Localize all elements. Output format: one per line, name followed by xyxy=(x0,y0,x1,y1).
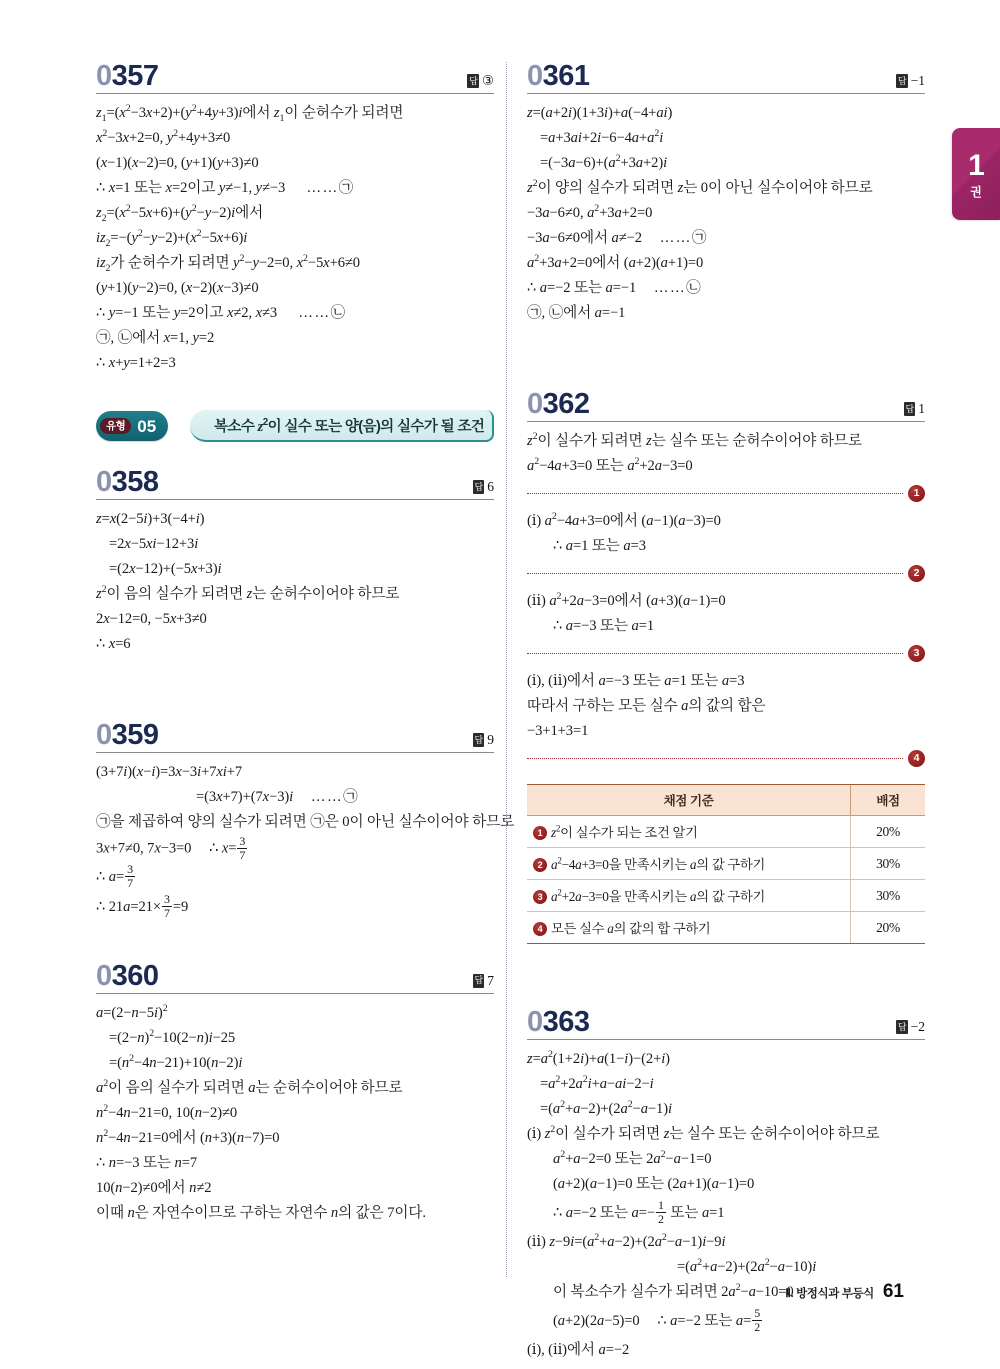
solution-line: ∴ n=−3 또는 n=7 xyxy=(96,1154,198,1171)
solution-line: $a=(2-n-5i)^2$ xyxy=(96,1002,168,1021)
rubric-criterion: 3 $a^2+2a-3=0$을 만족시키는 a의 값 구하기 xyxy=(527,880,851,912)
answer-value: −2 xyxy=(910,1019,925,1034)
volume-side-tab xyxy=(952,128,1000,220)
rubric-points: 30% xyxy=(851,848,926,880)
problem-0362 xyxy=(527,390,925,944)
solution-line: (y+1)(y−2)=0, (x−2)(x−3)≠0 xyxy=(96,280,259,296)
rubric-marker: 2 xyxy=(533,858,547,872)
left-column xyxy=(96,60,515,1232)
type-title-bar xyxy=(190,410,494,442)
rubric-row xyxy=(527,880,925,912)
header-rule xyxy=(96,93,494,94)
header-rule xyxy=(527,421,925,422)
rubric-points: 20% xyxy=(851,816,926,848)
page-footer xyxy=(785,1281,904,1303)
solution-line: $z^2$이 실수가 되려면 z는 실수 또는 순허수이어야 하므로 xyxy=(527,431,862,449)
solution-line: 3x+7≠0, 7x−3=0 ∴ x= $\frac{3}{7}$ xyxy=(96,834,246,862)
solution-line: $=(a^2+a-2)+(2a^2-a-1)i$ xyxy=(540,1099,672,1117)
solution-step-2 xyxy=(527,509,925,559)
solution-line: $=(2-n)^2-10(2-n)i-25$ xyxy=(109,1027,236,1046)
answer-badge xyxy=(467,73,494,91)
solution-line: (ⅰ), (ⅱ)에서 a=−2 xyxy=(527,1342,630,1358)
solution-line: ∴ a=−3 또는 a=1 xyxy=(553,618,655,634)
answer-value: 9 xyxy=(487,732,494,747)
problem-0360 xyxy=(96,959,494,1226)
solution-body xyxy=(96,507,494,657)
rubric-criterion: 1 $z^2$이 실수가 되는 조건 알기 xyxy=(527,816,851,848)
problem-number: 0363 xyxy=(527,1006,590,1038)
type-header xyxy=(96,410,494,442)
problem-number: 0361 xyxy=(527,60,590,92)
rubric-header-row xyxy=(527,785,925,816)
problem-header xyxy=(527,390,925,421)
problem-0361 xyxy=(527,62,925,326)
rubric-points: 20% xyxy=(851,912,926,944)
solution-line: $x^2-3x+2=0$, $y^2+4y+3\ne 0$ xyxy=(96,128,231,146)
answer-value: 1 xyxy=(918,401,925,416)
answer-tag-icon: 답 xyxy=(473,974,485,988)
spacer xyxy=(96,663,494,721)
solution-line: 따라서 구하는 모든 실수 a의 값의 합은 xyxy=(527,698,766,714)
answer-value: 7 xyxy=(487,972,494,988)
footer-chapter: Ⅱ. 방정식과 부등식 xyxy=(785,1288,874,1300)
spacer xyxy=(96,928,494,962)
header-rule xyxy=(527,93,925,94)
answer-value: 6 xyxy=(487,479,494,494)
solution-line: $a^2+a-2=0$ 또는 $2a^2-a-1=0$ xyxy=(553,1149,712,1167)
solution-line: $=(a^2+a-2)+(2a^2-a-10)i$ xyxy=(677,1257,817,1275)
solution-line: (ⅱ) $a^2+2a-3=0$에서 (a+3)(a−1)=0 xyxy=(527,591,726,609)
solution-line: =2x−5xi−12+3i xyxy=(109,536,199,552)
solution-line: $=(-3a-6)+(a^2+3a+2)i$ xyxy=(540,153,668,171)
type-title: 복소수 $z^2$이 실수 또는 양(음)의 실수가 될 조건 xyxy=(214,416,485,435)
solution-line: $=a+3ai+2i-6-4a+a^2i$ xyxy=(540,128,664,146)
solution-line: z=x(2−5i)+3(−4+i) xyxy=(96,511,205,527)
solution-line: ∴ x=1 또는 x=2이고 y≠−1, y≠−3 ……㉠ xyxy=(96,180,354,196)
rubric-criterion: 2 $a^2-4a+3=0$을 만족시키는 a의 값 구하기 xyxy=(527,848,851,880)
solution-step-3 xyxy=(527,589,925,639)
solution-line: 2x−12=0, −5x+3≠0 xyxy=(96,611,207,627)
answer-badge xyxy=(473,732,494,750)
solution-line: (x−1)(x−2)=0, (y+1)(y+3)≠0 xyxy=(96,155,259,171)
rubric-marker: 1 xyxy=(533,826,547,840)
spacer xyxy=(527,950,925,1008)
answer-tag-icon: 답 xyxy=(904,402,916,416)
solution-line: 이 복소수가 실수가 되려면 $2a^2-a-10=0$ xyxy=(553,1282,794,1300)
rubric-row xyxy=(527,848,925,880)
solution-line: 이때 n은 자연수이므로 구하는 자연수 n의 값은 7이다. xyxy=(96,1204,426,1221)
rubric-row xyxy=(527,816,925,848)
problem-number: 0359 xyxy=(96,719,159,751)
answer-badge xyxy=(473,479,494,497)
column-divider xyxy=(506,62,507,1277)
rubric-points: 30% xyxy=(851,880,926,912)
solution-line: −3a−6≠0에서 a≠−2 ……㉠ xyxy=(527,230,707,246)
problem-header xyxy=(527,1008,925,1039)
solution-line: ∴ a= $\frac{3}{7}$ xyxy=(96,862,133,891)
answer-badge xyxy=(896,1019,925,1037)
answer-tag-icon: 답 xyxy=(896,1020,908,1034)
problem-number: 0358 xyxy=(96,466,159,498)
type-badge-label: 유형 xyxy=(100,418,131,435)
type-badge xyxy=(96,411,168,441)
solution-line: ∴ x=6 xyxy=(96,636,131,652)
rubric-row xyxy=(527,912,925,944)
step-separator-4 xyxy=(527,748,925,770)
header-rule xyxy=(96,499,494,500)
rubric-col-criterion: 채점 기준 xyxy=(527,785,851,816)
step-separator-1 xyxy=(527,483,925,505)
solution-line: $z_2=(x^2-5x+6)+(y^2-y-2)i$에서 xyxy=(96,203,264,224)
rubric-criterion: 4 모든 실수 a의 값의 합 구하기 xyxy=(527,912,851,944)
solution-line: (a+2)(2a−5)=0 ∴ a=−2 또는 a= $\frac{5}{2}$ xyxy=(553,1306,761,1335)
solution-line: $iz_2=-(y^2-y-2)+(x^2-5x+6)i$ xyxy=(96,228,248,249)
volume-number: 1 xyxy=(968,148,984,182)
rubric-table xyxy=(527,784,925,944)
solution-line: (a+2)(a−1)=0 또는 (2a+1)(a−1)=0 xyxy=(553,1176,755,1192)
problem-number: 0362 xyxy=(527,388,590,420)
step-separator-3 xyxy=(527,643,925,665)
solution-line: −3a−6≠0, $a^2+3a+2=0$ xyxy=(527,203,653,221)
answer-tag-icon: 답 xyxy=(896,74,908,88)
step-marker: 1 xyxy=(908,485,925,502)
solution-line: ∴ x+y=1+2=3 xyxy=(96,355,176,371)
header-rule xyxy=(96,993,494,994)
answer-badge xyxy=(896,73,925,91)
problem-0358 xyxy=(96,468,494,657)
right-column xyxy=(527,62,925,1369)
problem-header xyxy=(527,62,925,93)
step-marker: 3 xyxy=(908,645,925,662)
solution-line: (3+7i)(x−i)=3x−3i+7xi+7 xyxy=(96,764,243,780)
answer-tag-icon: 답 xyxy=(473,733,485,747)
solution-line: ∴ a=−2 또는 a=− $\frac{1}{2}$ 또는 a=1 xyxy=(553,1198,725,1227)
solution-line: ∴ a=1 또는 a=3 xyxy=(553,538,646,554)
problem-0363 xyxy=(527,1008,925,1363)
problem-number: 0360 xyxy=(96,959,159,992)
solution-line: $a^2+3a+2=0$에서 (a+2)(a+1)=0 xyxy=(527,253,704,271)
step-marker: 2 xyxy=(908,565,925,582)
problem-header xyxy=(96,62,494,93)
solution-line: $=a^2+2a^2i+a-ai-2-i$ xyxy=(540,1074,654,1092)
volume-label: 권 xyxy=(970,184,982,199)
problem-header xyxy=(96,721,494,752)
solution-line: =(3x+7)+(7x−3)i ……㉠ xyxy=(196,789,358,805)
solution-line: $n^2-4n-21=0$에서 (n+3)(n−7)=0 xyxy=(96,1127,280,1146)
solution-line: (ⅰ) $a^2-4a+3=0$에서 (a−1)(a−3)=0 xyxy=(527,511,721,529)
step-dotted-line xyxy=(527,493,903,494)
solution-body xyxy=(96,760,515,922)
problem-number: 0357 xyxy=(96,60,159,92)
spacer xyxy=(527,332,925,390)
problem-header xyxy=(96,468,494,499)
solution-body xyxy=(527,101,925,326)
answer-badge xyxy=(904,401,925,419)
footer-page-number: 61 xyxy=(882,1281,904,1302)
solution-line: $z^2$이 양의 실수가 되려면 z는 0이 아닌 실수이어야 하므로 xyxy=(527,178,873,196)
problem-header xyxy=(96,959,494,993)
type-badge-number: 05 xyxy=(137,416,157,436)
step-dotted-line xyxy=(527,758,903,759)
rubric-marker: 4 xyxy=(533,922,547,936)
answer-badge xyxy=(473,973,494,991)
solution-step-1 xyxy=(527,429,925,479)
solution-line: =(2x−12)+(−5x+3)i xyxy=(109,561,222,577)
answer-value: −1 xyxy=(910,73,925,88)
solution-line: (ⅰ), (ⅱ)에서 a=−3 또는 a=1 또는 a=3 xyxy=(527,673,745,689)
solution-line: $n^2-4n-21=0$, 10(n−2)≠0 xyxy=(96,1102,238,1121)
solution-body xyxy=(527,1047,925,1363)
solution-line: (ⅰ) $z^2$이 실수가 되려면 z는 실수 또는 순허수이어야 하므로 xyxy=(527,1124,880,1142)
solution-line: ∴ a=−2 또는 a=−1 ……㉡ xyxy=(527,280,701,296)
header-rule xyxy=(96,752,494,753)
solution-body xyxy=(96,1001,494,1226)
step-dotted-line xyxy=(527,573,903,574)
step-separator-2 xyxy=(527,563,925,585)
rubric-col-points: 배점 xyxy=(851,785,926,816)
solution-line: $a^2$이 음의 실수가 되려면 a는 순허수이어야 하므로 xyxy=(96,1077,403,1096)
solution-line: $a^2-4a+3=0$ 또는 $a^2+2a-3=0$ xyxy=(527,456,693,474)
solution-line: ∴ y=−1 또는 y=2이고 x≠2, x≠3 ……㉡ xyxy=(96,305,346,321)
answer-value: ③ xyxy=(481,73,494,88)
solution-line: (ⅱ) $z-9i=(a^2+a-2)+(2a^2-a-1)i-9i$ xyxy=(527,1232,726,1250)
solution-step-4 xyxy=(527,669,925,744)
step-dotted-line xyxy=(527,653,903,654)
solution-line: ㉠, ㉡에서 a=−1 xyxy=(527,305,626,321)
header-rule xyxy=(527,1039,925,1040)
problem-0357 xyxy=(96,62,494,376)
solution-line: ㉠을 제곱하여 양의 실수가 되려면 ㉠은 0이 아닌 실수이어야 하므로 xyxy=(96,814,515,830)
answer-tag-icon: 답 xyxy=(473,480,485,494)
solution-line: $=(n^2-4n-21)+10(n-2)i$ xyxy=(109,1052,243,1071)
rubric-marker: 3 xyxy=(533,890,547,904)
solution-line: 10(n−2)≠0에서 n≠2 xyxy=(96,1179,212,1196)
solution-line: z=(a+2i)(1+3i)+a(−4+ai) xyxy=(527,105,673,121)
solution-body xyxy=(96,101,494,376)
problem-0359 xyxy=(96,719,515,922)
solution-line: $z^2$이 음의 실수가 되려면 z는 순허수이어야 하므로 xyxy=(96,584,400,602)
solution-line: $iz_2$가 순허수가 되려면 $y^2-y-2=0$, $x^2-5x+6\ne 0$ xyxy=(96,253,360,274)
solution-line: $z=a^2(1+2i)+a(1-i)-(2+i)$ xyxy=(527,1049,670,1067)
answer-tag-icon: 답 xyxy=(467,74,479,88)
solution-line: −3+1+3=1 xyxy=(527,723,589,739)
step-marker: 4 xyxy=(908,750,925,767)
solution-line: ㉠, ㉡에서 x=1, y=2 xyxy=(96,330,215,346)
solution-line: ∴ 21a=21× $\frac{3}{7}$ =9 xyxy=(96,892,189,921)
solution-line: $z_1=(x^2-3x+2)+(y^2+4y+3)i$에서 $z_1$이 순허수가 되려면 xyxy=(96,103,404,124)
